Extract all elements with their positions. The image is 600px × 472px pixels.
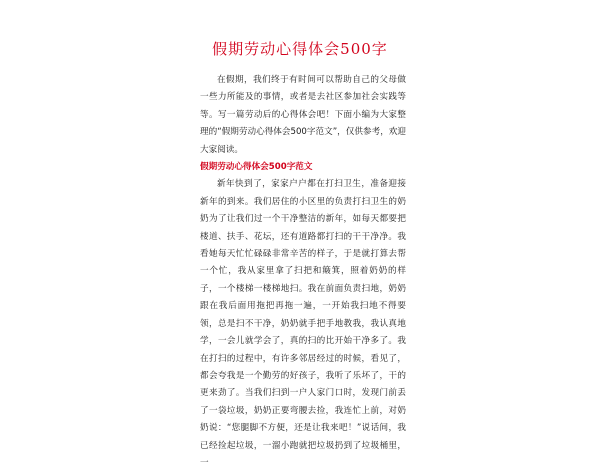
document-title: 假期劳动心得体会500字: [212, 40, 388, 58]
section-heading: 假期劳动心得体会500字范文: [200, 162, 313, 173]
intro-paragraph: 在假期，我们终于有时间可以帮助自己的父母做一些力所能及的事情，或者是去社区参加社会实践等等。写一篇劳动后的心得体会吧！下面小编为大家整理的“假期劳动心得体会500字范文”，仅供参考，欢迎大家阅读。: [200, 75, 406, 155]
essay-paragraph: 新年快到了，家家户户都在打扫卫生，准备迎接新年的到来。我们居住的小区里的负责打扫卫生的奶奶为了让我们过一个干净整洁的新年，如每天都要把楼道、扶手、花坛，还有道路都打扫的干干净净。我看她每天忙忙碌碌非常辛苦的样子，于是就打算去帮一个忙，我从家里拿了扫把和簸箕，照着奶奶的样子，一个楼梯一楼梯地扫。我在前面负责扫地，奶奶跟在我后面用拖把再拖一遍，一开始我扫地不得要领，总是扫不干净，奶奶就手把手地教我，我认真地学，一会儿就学会了，真的扫的比开始干净多了。我在打扫的过程中，有许多邻居经过的时候，看见了，都会夸我是一个勤劳的好孩子，我听了乐坏了，干的更来劲了。当我们扫到一户人家门口时，发现门前丢了一袋垃圾，奶奶正要弯腰去捡，我连忙上前，对奶奶说：“您腿脚不方便，还是让我来吧！”说话间，我已经捡起垃圾，一溜小跑就把垃圾扔到了垃圾桶里，一: [200, 179, 406, 468]
document-body: [200, 72, 406, 472]
